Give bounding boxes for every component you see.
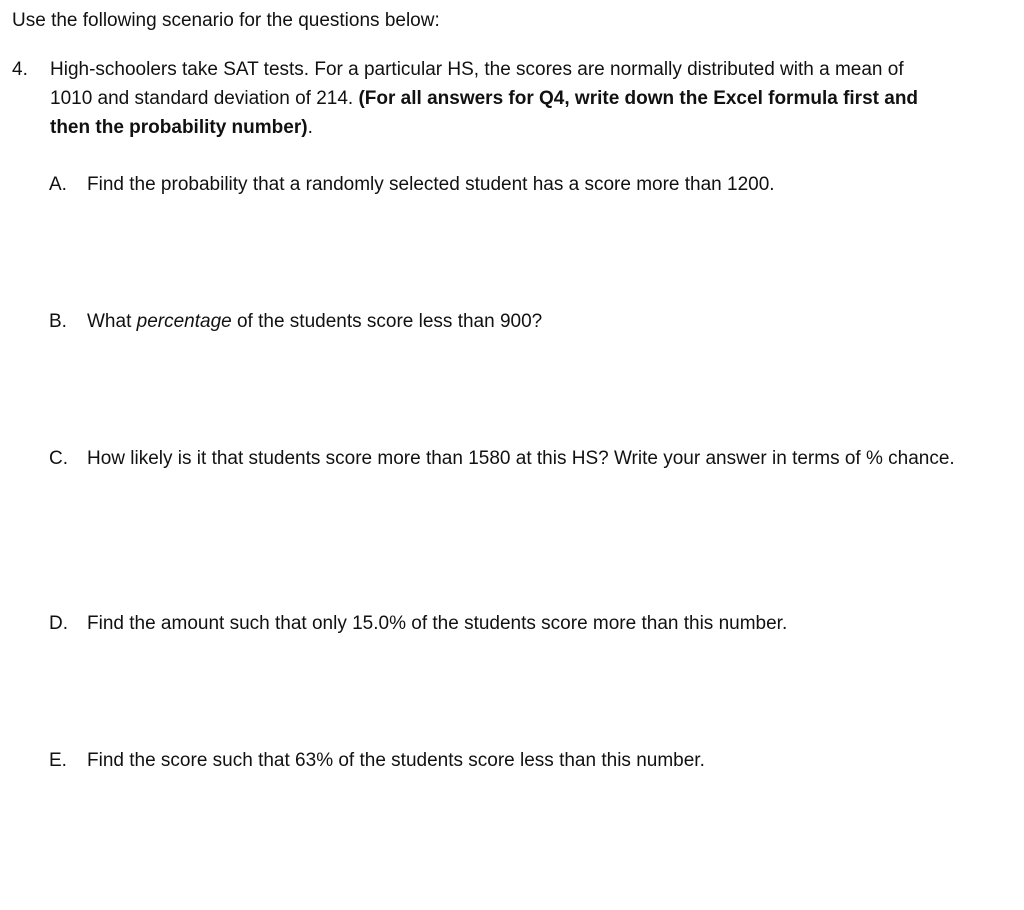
part-a-text: Find the probability that a randomly selected student has a score more than 1200. <box>87 174 775 195</box>
part-b-text-after: of the students score less than 900? <box>231 311 543 332</box>
part-c-text: How likely is it that students score more than 1580 at this HS? Write your answer in terms of % chance. <box>87 448 955 469</box>
part-b-text-before: What <box>87 311 137 332</box>
question-number: 4. <box>12 59 28 80</box>
part-d-text: Find the amount such that only 15.0% of the students score more than this number. <box>87 613 788 634</box>
intro-text: Use the following scenario for the questions below: <box>12 10 440 31</box>
question-stem-text: High-schoolers take SAT tests. For a particular HS, the scores are normally distributed with a mean of 1010 and standard deviation of 214. <box>50 59 904 109</box>
part-b-text <box>87 307 967 336</box>
part-e-text: Find the score such that 63% of the students score less than this number. <box>87 750 705 771</box>
question-stem-end: . <box>307 117 313 138</box>
part-b-text-italic: percentage <box>136 311 232 332</box>
part-d-letter: D. <box>49 613 68 634</box>
question-instruction-bold: (For all answers for Q4, write down the Excel formula first and then the probability number) <box>50 88 919 138</box>
part-c-letter: C. <box>49 448 68 469</box>
part-a-letter: A. <box>49 174 67 195</box>
question-stem <box>50 55 950 142</box>
part-e-letter: E. <box>49 750 67 771</box>
part-b-letter: B. <box>49 311 67 332</box>
